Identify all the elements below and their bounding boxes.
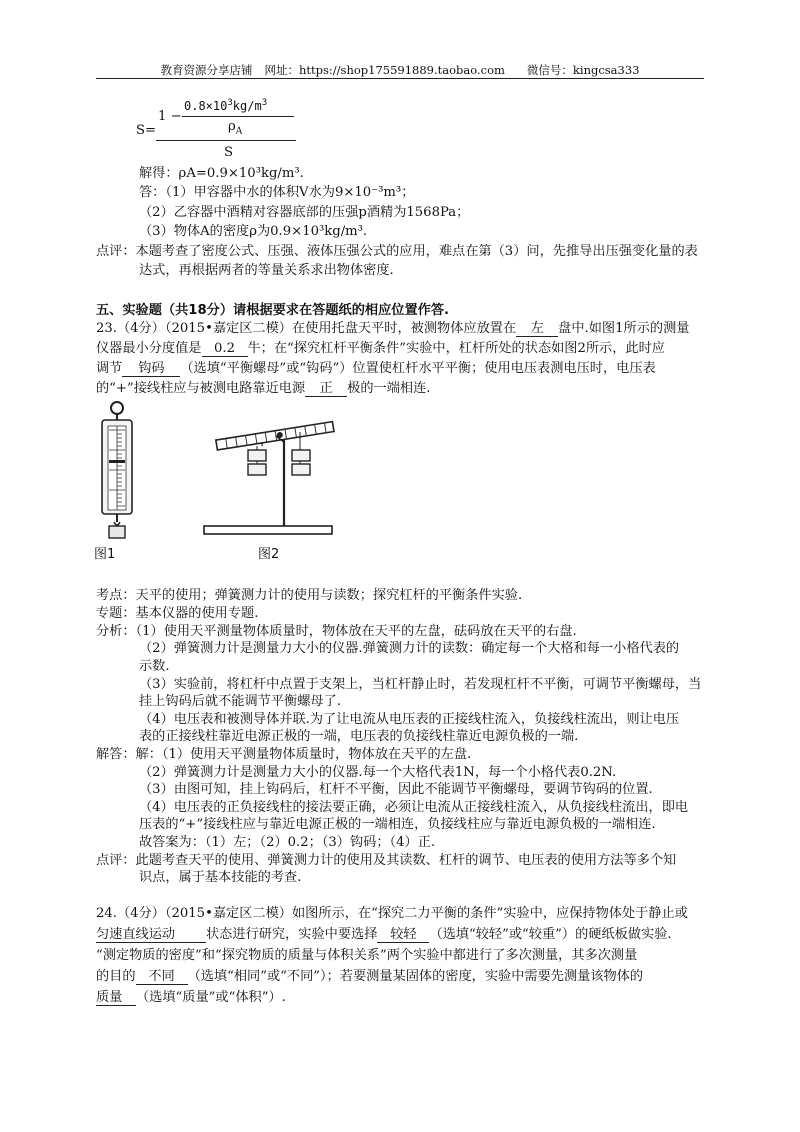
q23-line-2: 仪器最小分度值是 0.2 牛；在“探究杠杆平衡条件”实验中，杠杆所处的状态如图2所示，此时应 bbox=[96, 341, 665, 356]
formula-inner-bar bbox=[182, 116, 294, 117]
formula-num-value: $0.8\times 10^3kg/m^3$ bbox=[184, 98, 268, 113]
q23-knowledge-point: 考点：天平的使用；弹簧测力计的使用与读数；探究杠杆的平衡条件实验. bbox=[96, 588, 523, 603]
figure-2-caption: 图2 bbox=[258, 547, 280, 562]
formula-denominator: S bbox=[224, 145, 234, 160]
formula-outer-bar bbox=[156, 140, 296, 141]
q23-answer-2: 0.2 bbox=[202, 341, 248, 357]
q22-answer-2: （2）乙容器中酒精对容器底部的压强p酒精为1568Pa； bbox=[139, 205, 470, 220]
section-5-title: 五、实验题（共18分）请根据要求在答题纸的相应位置作答. bbox=[96, 303, 450, 318]
q23-analysis-7: 表的正接线柱靠近电源正极的一端，电压表的负接线柱靠近电源负极的一端. bbox=[139, 729, 579, 744]
figure-1-caption: 图1 bbox=[94, 547, 116, 562]
q23-solution-3: （3）由图可知，挂上钩码后，杠杆不平衡，因此不能调节平衡螺母，要调节钩码的位置. bbox=[139, 782, 653, 797]
q24-line-3: “测定物质的密度”和“探究物质的质量与体积关系”两个实验中都进行了多次测量，其多次测量 bbox=[96, 948, 638, 963]
q23-comment-2: 识点，属于基本技能的考查. bbox=[139, 870, 302, 885]
page-header bbox=[0, 62, 800, 78]
q23-answer-3: 钩码 bbox=[122, 361, 180, 377]
q23-analysis-3: 示数. bbox=[139, 659, 170, 674]
density-formula bbox=[136, 96, 316, 166]
q22-solve: 解得：ρA=0.9×10³kg/m³. bbox=[139, 166, 304, 181]
q22-comment-1: 点评：本题考查了密度公式、压强、液体压强公式的应用，难点在第（3）问，先推导出压强变化量的表 bbox=[96, 244, 698, 259]
q24-answer-1: 匀速直线运动 bbox=[96, 927, 206, 943]
q22-answer-3: （3）物体A的密度ρ为0.9×10³kg/m³. bbox=[139, 224, 368, 239]
q23-answer-4: 正 bbox=[305, 381, 347, 397]
q23-analysis-4: （3）实验前，将杠杆中点置于支架上，当杠杆静止时，若发现杠杆不平衡，可调节平衡螺母，当 bbox=[139, 677, 702, 692]
q24-answer-4: 质量 bbox=[96, 990, 136, 1006]
q23-answer-1: 左 bbox=[516, 321, 558, 337]
q24-answer-2: 较轻 bbox=[377, 927, 429, 943]
q23-solution-1: 解答：解：（1）使用天平测量物体质量时，物体放在天平的左盘. bbox=[96, 747, 472, 762]
q23-solution-5: 压表的“+”接线柱应与靠近电源正极的一端相连，负接线柱应与靠近电源负极的一端相连. bbox=[139, 817, 656, 832]
formula-lhs: S= bbox=[136, 123, 157, 138]
q24-line-5: 质量 （选填“质量”或“体积”）. bbox=[96, 990, 286, 1005]
q24-line-4: 的目的 不同 （选填“相同”或“不同”）；若要测量某固体的密度，实验中需要先测量该物体的 bbox=[96, 969, 644, 984]
q22-answer-1: 答：（1）甲容器中水的体积V水为9×10⁻³m³； bbox=[139, 185, 415, 200]
q24-answer-3: 不同 bbox=[136, 969, 188, 985]
formula-rho: $\rho_A$ bbox=[228, 119, 243, 137]
header-wechat: 微信号：kingcsa333 bbox=[526, 63, 640, 77]
q23-line-3: 调节 钩码 （选填“平衡螺母”或“钩码”）位置使杠杆水平平衡；使用电压表测电压时，电压表 bbox=[96, 361, 656, 376]
q23-analysis-1: 分析：（1）使用天平测量物体质量时，物体放在天平的左盘，砝码放在天平的右盘. bbox=[96, 624, 577, 639]
q24-line-1: 24.（4分）（2015•嘉定区二模）如图所示，在“探究二力平衡的条件”实验中，应保持物体处于静止或 bbox=[96, 906, 688, 921]
q23-line-1: 23.（4分）（2015•嘉定区二模）在使用托盘天平时，被测物体应放置在 左 盘中.如图1所示的测量 bbox=[96, 321, 690, 336]
q23-analysis-2: （2）弹簧测力计是测量力大小的仪器.弹簧测力计的读数：确定每一个大格和每一小格代表的 bbox=[139, 641, 680, 656]
q22-comment-2: 达式，再根据两者的等量关系求出物体密度. bbox=[139, 263, 394, 278]
q23-topic: 专题：基本仪器的使用专题. bbox=[96, 606, 259, 621]
q23-analysis-5: 挂上钩码后就不能调节平衡螺母了. bbox=[139, 694, 342, 709]
lever-figure bbox=[200, 408, 340, 540]
header-url: 网址：https://shop175591889.taobao.com bbox=[264, 63, 505, 77]
q23-final-answer: 故答案为：（1）左；（2）0.2；（3）钩码；（4）正. bbox=[139, 835, 436, 850]
header-divider bbox=[96, 78, 704, 79]
q23-comment-1: 点评：此题考查天平的使用、弹簧测力计的使用及其读数、杠杆的调节、电压表的使用方法等多个知 bbox=[96, 853, 677, 868]
q24-line-2: 匀速直线运动 状态进行研究，实验中要选择 较轻 （选填“较轻”或“较重”）的硬纸板做实验. bbox=[96, 927, 672, 942]
q23-line-4: 的“+”接线柱应与被测电路靠近电源 正 极的一端相连. bbox=[96, 381, 431, 396]
header-shop: 教育资源分享店铺 bbox=[160, 63, 253, 77]
formula-one-minus: 1 − bbox=[158, 109, 182, 124]
q23-solution-4: （4）电压表的正负接线柱的接法要正确，必须让电流从正接线柱流入，从负接线柱流出，即电 bbox=[139, 800, 689, 815]
q23-solution-2: （2）弹簧测力计是测量力大小的仪器.每一个大格代表1N，每一个小格代表0.2N. bbox=[139, 765, 617, 780]
q23-analysis-6: （4）电压表和被测导体并联.为了让电流从电压表的正接线柱流入，负接线柱流出，则让电压 bbox=[139, 712, 680, 727]
spring-scale-figure bbox=[92, 400, 142, 540]
